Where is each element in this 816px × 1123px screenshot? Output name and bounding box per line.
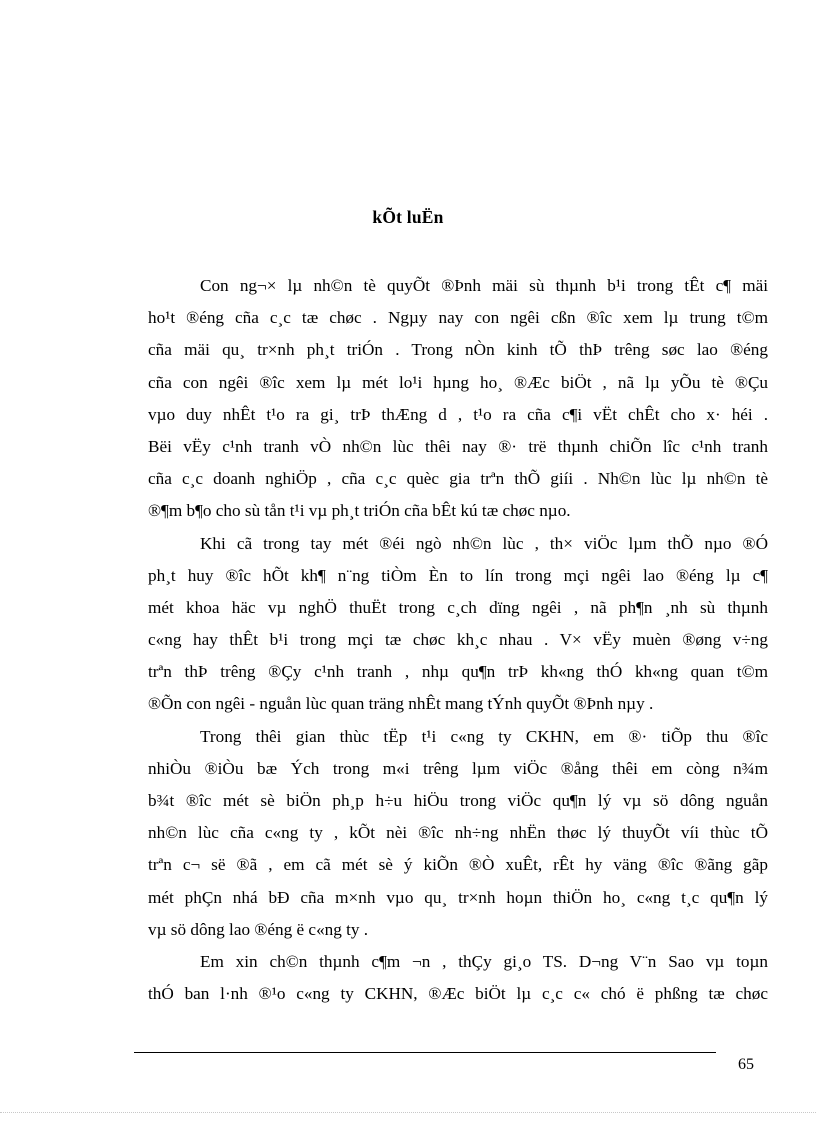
text-line: Trong thêi gian thùc tËp t¹i c«ng ty CKHN, em ®· tiÕp thu ®îc xyxy=(200,726,768,746)
text-line: ®¶m b¶o cho sù tån t¹i vµ ph¸t triÓn cña bÊt kú tæ chøc nµo. xyxy=(148,501,571,521)
text-line: trªn c¬ së ®ã , em cã mét sè ý kiÕn ®Ò xuÊt, rÊt hy väng ®îc ®ãng gãp xyxy=(148,855,768,875)
text-line: mét phÇn nhá bÐ cña m×nh vµo qu¸ tr×nh hoµn thiÖn ho¸ c«ng t¸c qu¶n lý xyxy=(148,887,768,907)
text-line: ho¹t ®éng cña c¸c tæ chøc . Ngµy nay con ngêi cßn ®îc xem lµ trung t©m xyxy=(148,308,768,328)
text-line: ph¸t huy ®îc hÕt kh¶ n¨ng tiÒm Èn to lín trong mçi ngêi lao ®éng lµ c¶ xyxy=(148,565,768,585)
page-bottom-border xyxy=(0,1112,816,1113)
body-text xyxy=(148,270,768,1010)
text-line: vµo duy nhÊt t¹o ra gi¸ trÞ thÆng d , t¹o ra cña c¶i vËt chÊt cho x· héi . xyxy=(148,404,768,424)
text-line: ®Õn con ngêi - nguån lùc quan träng nhÊt mang tÝnh quyÕt ®Þnh nµy . xyxy=(148,694,654,714)
text-line: Khi cã trong tay mét ®éi ngò nh©n lùc , th× viÖc lµm thÕ nµo ®Ó xyxy=(200,533,768,553)
text-line: b¾t ®îc mét sè biÖn ph¸p h÷u hiÖu trong viÖc qu¶n lý vµ sö dông nguån xyxy=(148,791,768,810)
text-line: nh©n lùc cña c«ng ty , kÕt nèi ®îc nh÷ng nhËn thøc lý thuyÕt víi thùc tÕ xyxy=(148,823,768,843)
text-line: Bëi vËy c¹nh tranh vÒ nh©n lùc thêi nay ®· trë thµnh chiÕn lîc c¹nh tranh xyxy=(148,436,768,456)
text-line: Em xin ch©n thµnh c¶m ¬n , thÇy gi¸o TS. D¬ng V¨n Sao vµ toµn xyxy=(200,951,768,971)
text-line: thÓ ban l·nh ®¹o c«ng ty CKHN, ®Æc biÖt lµ c¸c c« chó ë phßng tæ chøc xyxy=(148,984,768,1004)
paragraph-4 xyxy=(148,946,768,1010)
paragraph-3 xyxy=(148,721,768,946)
page-title: kÕt luËn xyxy=(372,207,444,227)
paragraph-1 xyxy=(148,270,768,528)
text-line: c«ng hay thÊt b¹i trong mçi tæ chøc kh¸c nhau . V× vËy muèn ®øng v÷ng xyxy=(148,630,768,650)
text-line: nhiÒu ®iÒu bæ Ých trong m«i trêng lµm viÖc ®ång thêi em còng n¾m xyxy=(148,758,768,778)
text-line: cña con ngêi ®îc xem lµ mét lo¹i hµng ho¸ ®Æc biÖt , nã lµ yÕu tè ®Çu xyxy=(148,372,768,392)
text-line: trªn thÞ trêng ®Çy c¹nh tranh , nhµ qu¶n trÞ kh«ng thÓ kh«ng quan t©m xyxy=(148,662,768,682)
paragraph-2 xyxy=(148,528,768,721)
text-line: cña mäi qu¸ tr×nh ph¸t triÓn . Trong nÒn kinh tÕ thÞ trêng søc lao ®éng xyxy=(148,340,768,360)
text-line: cña c¸c doanh nghiÖp , cña c¸c quèc gia trªn thÕ giíi . Nh©n lùc lµ nh©n tè xyxy=(148,469,768,489)
text-line: vµ sö dông lao ®éng ë c«ng ty . xyxy=(148,919,369,939)
footer-divider xyxy=(134,1052,716,1053)
text-line: mét khoa häc vµ nghÖ thuËt trong c¸ch dïng ngêi , nã ph¶n ¸nh sù thµnh xyxy=(148,597,768,617)
page-number: 65 xyxy=(738,1056,754,1073)
text-line: Con ng¬× lµ nh©n tè quyÕt ®Þnh mäi sù thµnh b¹i trong tÊt c¶ mäi xyxy=(200,276,768,295)
